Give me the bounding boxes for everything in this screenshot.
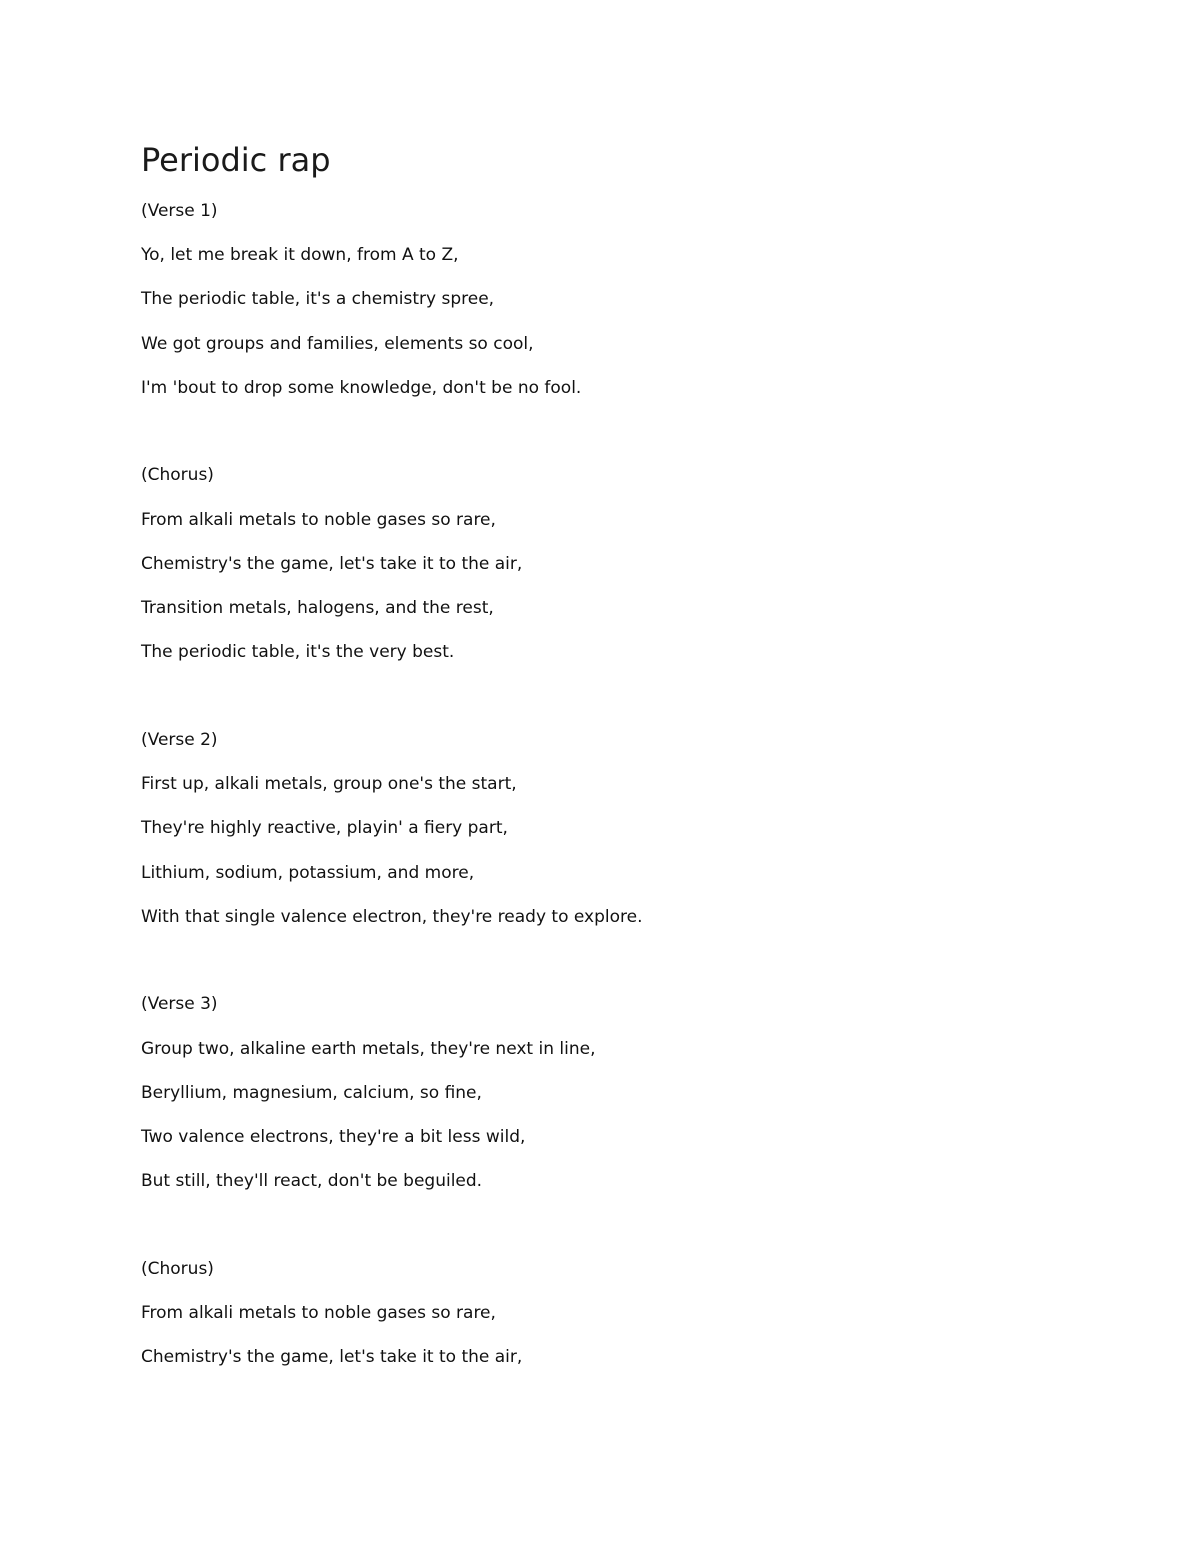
verse2-line-2: They're highly reactive, playin' a fiery part, xyxy=(141,818,508,838)
verse2-line-3: Lithium, sodium, potassium, and more, xyxy=(141,863,475,883)
document-title: Periodic rap xyxy=(141,141,331,179)
chorus1-heading: (Chorus) xyxy=(141,465,214,485)
chorus2-line-1: From alkali metals to noble gases so rare, xyxy=(141,1303,496,1323)
verse1-line-4: I'm 'bout to drop some knowledge, don't be no fool. xyxy=(141,378,582,398)
verse1-line-1: Yo, let me break it down, from A to Z, xyxy=(141,245,459,265)
verse1-heading: (Verse 1) xyxy=(141,201,218,221)
chorus2-heading: (Chorus) xyxy=(141,1259,214,1279)
chorus1-line-2: Chemistry's the game, let's take it to the air, xyxy=(141,554,523,574)
chorus1-line-1: From alkali metals to noble gases so rare, xyxy=(141,510,496,530)
verse3-heading: (Verse 3) xyxy=(141,994,218,1014)
chorus1-line-4: The periodic table, it's the very best. xyxy=(141,642,455,662)
verse2-line-4: With that single valence electron, they're ready to explore. xyxy=(141,907,643,927)
verse2-line-1: First up, alkali metals, group one's the start, xyxy=(141,774,517,794)
verse1-line-3: We got groups and families, elements so cool, xyxy=(141,334,534,354)
verse3-line-3: Two valence electrons, they're a bit less wild, xyxy=(141,1127,526,1147)
verse3-line-1: Group two, alkaline earth metals, they're next in line, xyxy=(141,1039,596,1059)
chorus1-line-3: Transition metals, halogens, and the rest, xyxy=(141,598,494,618)
chorus2-line-2: Chemistry's the game, let's take it to the air, xyxy=(141,1347,523,1367)
verse2-heading: (Verse 2) xyxy=(141,730,218,750)
verse1-line-2: The periodic table, it's a chemistry spree, xyxy=(141,289,495,309)
verse3-line-4: But still, they'll react, don't be beguiled. xyxy=(141,1171,483,1191)
verse3-line-2: Beryllium, magnesium, calcium, so fine, xyxy=(141,1083,482,1103)
